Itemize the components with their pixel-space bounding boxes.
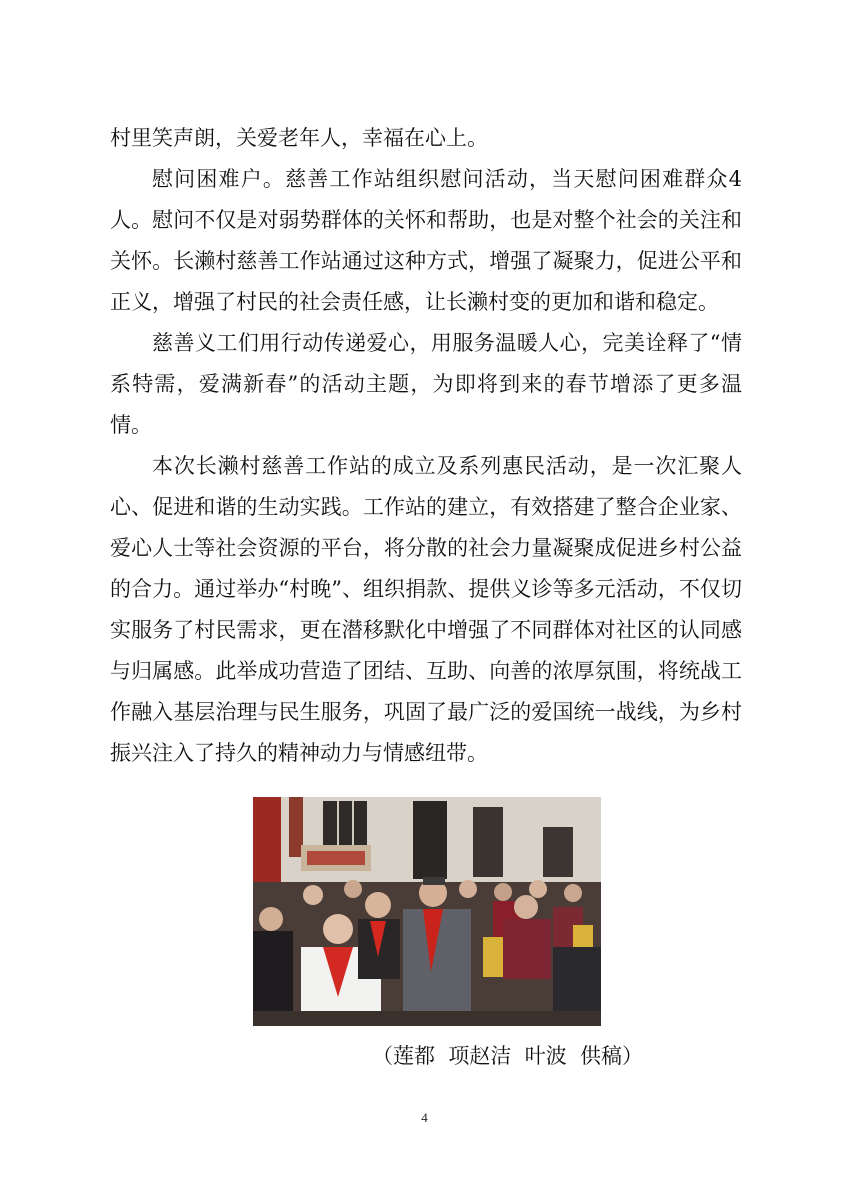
article-body	[110, 118, 742, 774]
credit-line: （莲都 项赵洁 叶波 供稿）	[372, 1044, 644, 1068]
page-number: 4	[421, 1110, 428, 1125]
audience-photo	[253, 797, 601, 1026]
paragraph-volunteers: 慈善义工们用行动传递爱心，用服务温暖人心，完美诠释了“情系特需，爱满新春”的活动主题，为即将到来的春节增添了更多温情。	[110, 331, 742, 437]
paragraph-continuation: 村里笑声朗，关爱老年人，幸福在心上。	[110, 126, 488, 150]
audience-photo-illustration	[253, 797, 601, 1026]
paragraph-summary: 本次长濑村慈善工作站的成立及系列惠民活动，是一次汇聚人心、促进和谐的生动实践。工作站的建立，有效搭建了整合企业家、爱心人士等社会资源的平台，将分散的社会力量凝聚成促进乡村公益的合力。通过举办“村晚”、组织捐款、提供义诊等多元活动，不仅切实服务了村民需求，更在潜移默化中增强了不同群体对社区的认同感与归属感。此举成功营造了团结、互助、向善的浓厚氛围，将统战工作融入基层治理与民生服务，巩固了最广泛的爱国统一战线，为乡村振兴注入了持久的精神动力与情感纽带。	[110, 454, 742, 765]
paragraph-visit-needy: 慰问困难户。慈善工作站组织慰问活动，当天慰问困难群众4人。慰问不仅是对弱势群体的关怀和帮助，也是对整个社会的关注和关怀。长濑村慈善工作站通过这种方式，增强了凝聚力，促进公平和正义，增强了村民的社会责任感，让长濑村变的更加和谐和稳定。	[110, 167, 742, 314]
